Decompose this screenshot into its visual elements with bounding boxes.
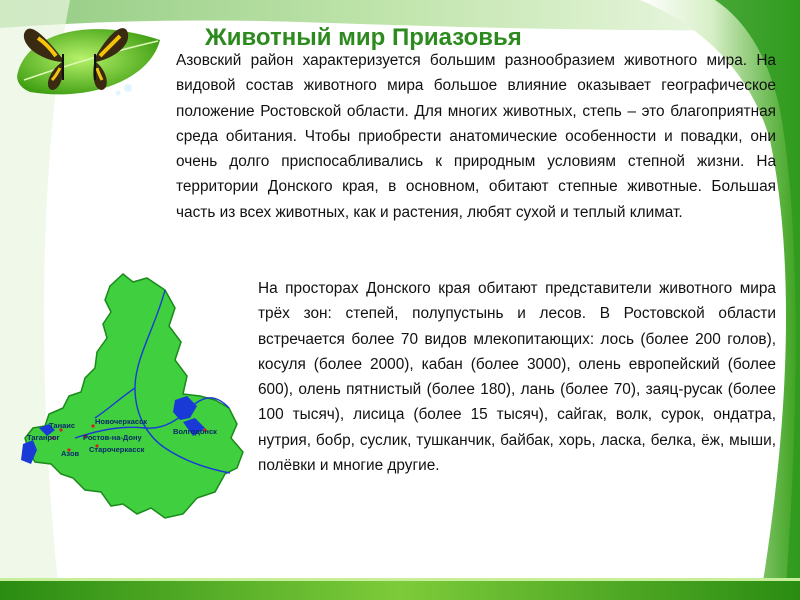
map-label-tanais: Танаис	[49, 421, 76, 430]
fauna-paragraph: На просторах Донского края обитают представители животного мира трёх зон: степей, полупустынь и лесов. В Ростовской области встречается более 70 видов млекопитающих: лось (более 200 голов), косуля (более 2000), кабан (более 3000), олень европейский (более 600), олень пятнистый (более 180), лань (более 70), заяц-русак (более 100 тысяч), лисица (более 15 тысяч), сайгак, волк, сурок, ондатра, нутрия, бобр, суслик, тушканчик, байбак, хорь, ласка, белка, ёж, мыши, полёвки и многие другие.	[258, 280, 776, 475]
rostov-region-map	[15, 268, 255, 528]
map-label-novocherkassk: Новочеркасск	[95, 417, 148, 426]
map-label-starocherkassk: Старочеркасск	[89, 445, 145, 454]
region-shape	[25, 274, 243, 518]
map-label-taganrog: Таганрог	[27, 433, 60, 442]
map-label-volgodonsk: Волгодонск	[173, 427, 217, 436]
slide-title: Животный мир Приазовья	[205, 24, 522, 52]
map-label-rostov: Ростов-на-Дону	[83, 433, 142, 442]
intro-paragraph: Азовский район характеризуется большим разнообразием животного мира. На видовой состав животного мира большое влияние оказывает географическое положение Ростовской области. Для многих животных, степь – это благоприятная среда обитания. Чтобы приобрести анатомические особенности и повадки, они очень долго приспосабливались к природным условиям степной жизни. На территории Донского края, в основном, обитают степные животные. Большая часть из всех животных, как и растения, любят сухой и теплый климат.	[176, 52, 776, 221]
butterflies-on-leaf-image	[0, 0, 180, 110]
map-label-azov: Азов	[61, 449, 80, 458]
